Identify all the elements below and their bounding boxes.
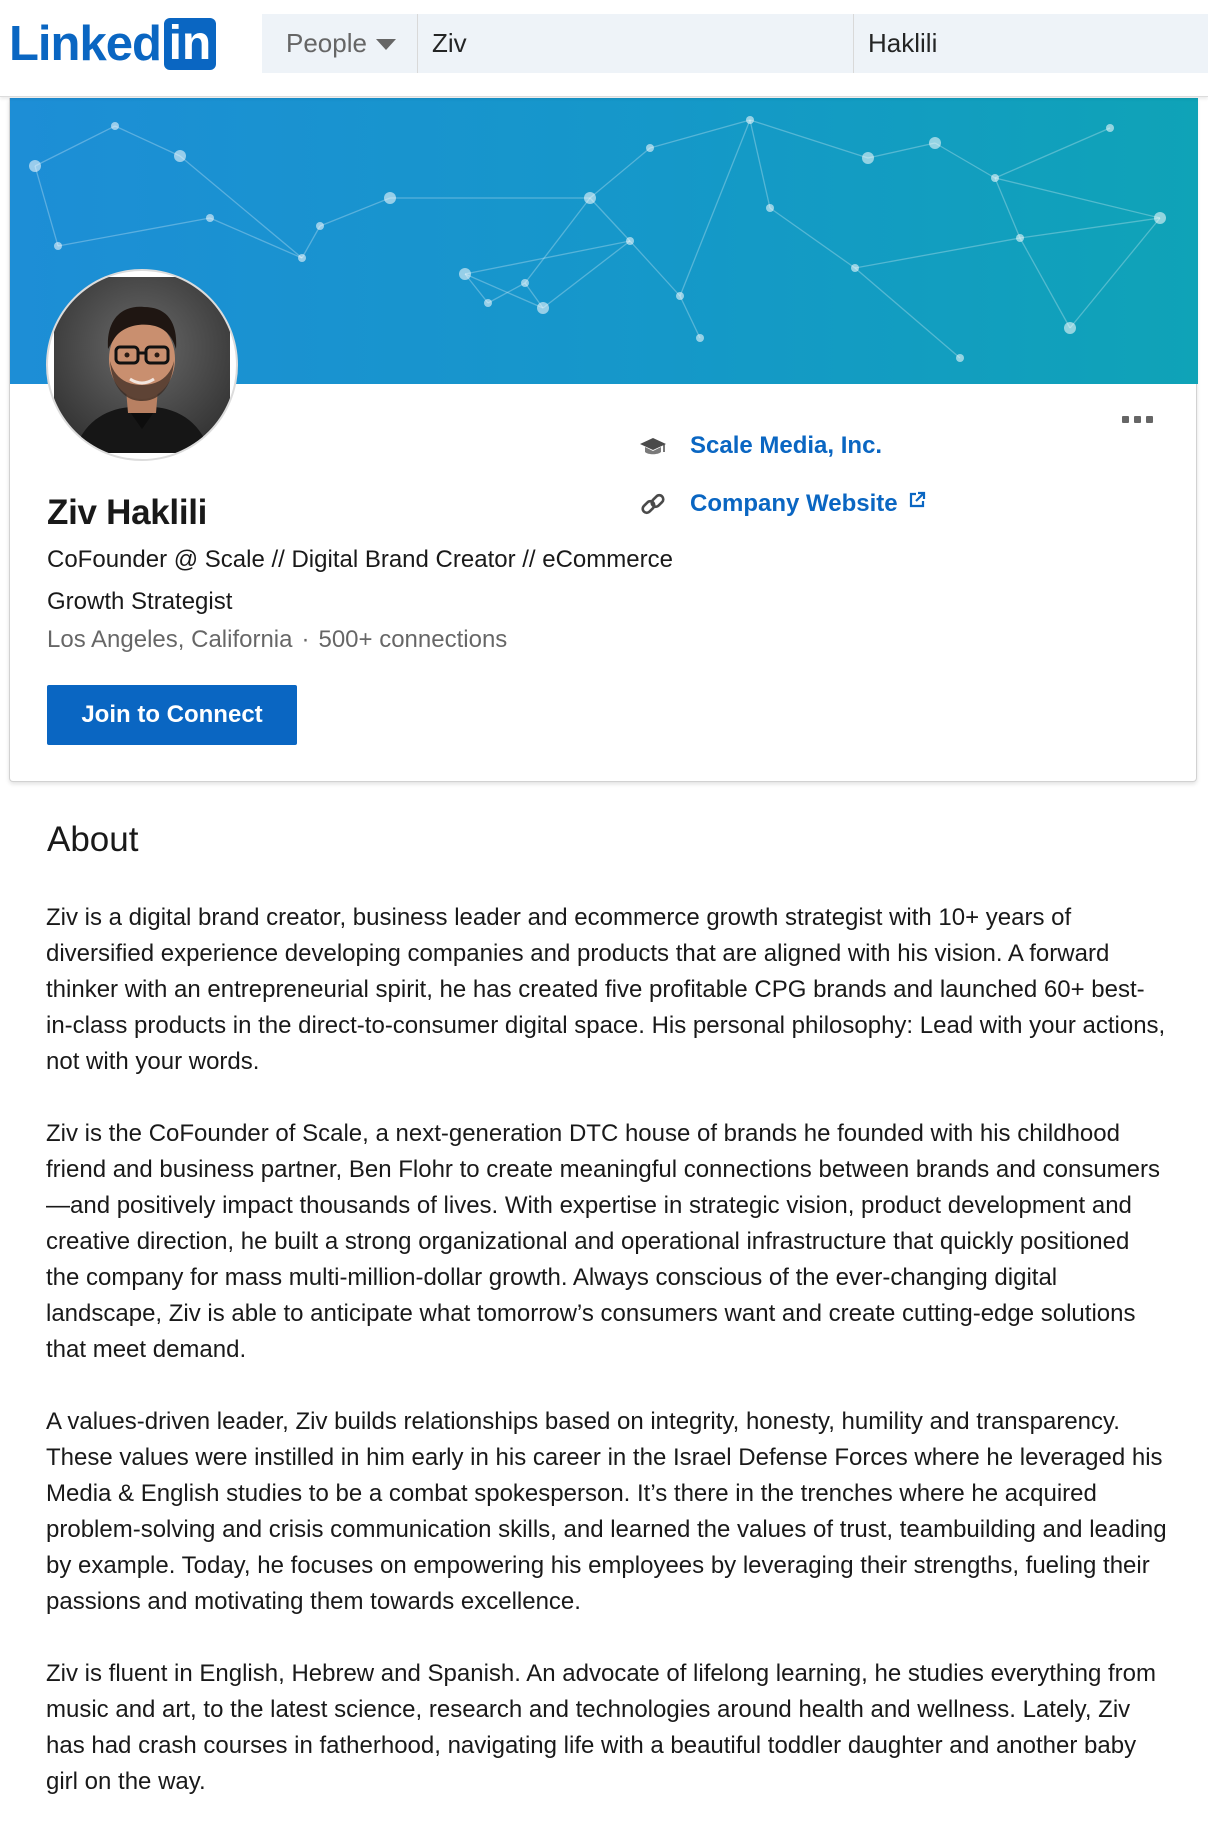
more-dot-icon — [1146, 416, 1153, 423]
current-company-link[interactable] — [638, 431, 882, 461]
network-node — [766, 204, 774, 212]
about-paragraph: A values-driven leader, Ziv builds relationships based on integrity, honesty, humility and transparency. These values were instilled in him early in his career in the Israel Defense Forces where he leveraged his Media & English studies to be a combat spokesperson. It’s there in the trenches where he acquired problem-solving and crisis communication skills, and learned the values of trust, teambuilding and leading by example. Today, he focuses on empowering his employees by leveraging their strengths, fueling their passions and motivating them towards excellence. — [46, 1408, 1167, 1615]
network-node — [174, 150, 186, 162]
profile-photo[interactable] — [48, 271, 236, 459]
linkedin-logo[interactable] — [9, 16, 216, 72]
company-website-link-text[interactable] — [690, 490, 926, 518]
more-dot-icon — [1134, 416, 1141, 423]
network-node — [29, 160, 41, 172]
network-node — [862, 152, 874, 164]
about-heading: About — [47, 820, 139, 859]
company-website-link[interactable] — [638, 489, 926, 519]
profile-top-card — [9, 98, 1197, 782]
about-paragraph: Ziv is a digital brand creator, business leader and ecommerce growth strategist with 10+ years of diversified experience developing companies and products that are aligned with his vision. A forward thinker with an entrepreneurial spirit, he has created five profitable CPG brands and launched 60+ best-in-class products in the direct-to-consumer digital space. His personal philosophy: Lead with your actions, not with your words. — [46, 904, 1166, 1075]
about-section-body — [46, 900, 1168, 1836]
website-link-label: Company Website — [690, 490, 898, 517]
network-node — [956, 354, 964, 362]
network-node — [676, 292, 684, 300]
network-node — [1106, 124, 1114, 132]
network-node — [521, 279, 529, 287]
external-link-icon — [908, 491, 926, 509]
people-search-type-dropdown[interactable] — [262, 14, 418, 73]
top-nav — [0, 0, 1208, 97]
network-node — [851, 264, 859, 272]
logo-wordmark: Linked — [9, 17, 161, 71]
last-name-value: Haklili — [868, 28, 938, 58]
network-node — [54, 242, 62, 250]
network-node — [537, 302, 549, 314]
network-node — [1154, 212, 1166, 224]
network-node — [484, 299, 492, 307]
join-to-connect-button[interactable]: Join to Connect — [47, 685, 297, 745]
network-node — [646, 144, 654, 152]
network-node — [298, 254, 306, 262]
network-node — [929, 137, 941, 149]
caret-down-icon — [376, 39, 396, 50]
portrait-illustration — [54, 277, 230, 453]
network-node — [1016, 234, 1024, 242]
profile-location: Los Angeles, California — [47, 626, 293, 653]
more-dot-icon — [1122, 416, 1129, 423]
network-node — [459, 268, 471, 280]
network-node — [991, 174, 999, 182]
network-node — [111, 122, 119, 130]
network-node — [384, 192, 396, 204]
network-node — [626, 237, 634, 245]
people-search-bar — [262, 14, 1208, 73]
logo-in-box: in — [164, 18, 216, 70]
network-node — [746, 116, 754, 124]
network-node — [584, 192, 596, 204]
company-name-link[interactable]: Scale Media, Inc. — [690, 432, 883, 459]
first-name-value: Ziv — [432, 28, 467, 58]
network-node — [1064, 322, 1076, 334]
meta-separator: · — [301, 626, 310, 653]
connections-count: 500+ connections — [318, 626, 508, 653]
profile-name: Ziv Haklili — [47, 493, 208, 532]
profile-meta — [47, 623, 507, 657]
network-node — [206, 214, 214, 222]
profile-headline: CoFounder @ Scale // Digital Brand Creator // eCommerce Growth Strategist — [47, 546, 673, 615]
network-node — [316, 222, 324, 230]
school-icon — [638, 431, 668, 461]
people-select-label: People — [286, 28, 367, 58]
network-node — [696, 334, 704, 342]
about-paragraph: Ziv is the CoFounder of Scale, a next-generation DTC house of brands he founded with his childhood friend and business partner, Ben Flohr to create meaningful connections between brands and consumers—and positively impact thousands of lives. With expertise in strategic vision, product development and creative direction, he built a strong organizational and operational infrastructure that quickly positioned the company for mass multi-million-dollar growth. Always conscious of the ever-changing digital landscape, Ziv is able to anticipate what tomorrow’s consumers want and create cutting-edge solutions that meet demand. — [46, 1120, 1161, 1363]
last-name-input[interactable] — [854, 14, 1208, 73]
about-paragraph: Ziv is fluent in English, Hebrew and Spanish. An advocate of lifelong learning, he studies everything from music and art, to the latest science, research and technologies around health and wellness. Lately, Ziv has had crash courses in fatherhood, navigating life with a beautiful toddler daughter and another baby girl on the way. — [46, 1660, 1156, 1795]
more-options-button[interactable] — [1117, 404, 1157, 434]
link-icon — [638, 489, 668, 519]
first-name-input[interactable] — [418, 14, 854, 73]
